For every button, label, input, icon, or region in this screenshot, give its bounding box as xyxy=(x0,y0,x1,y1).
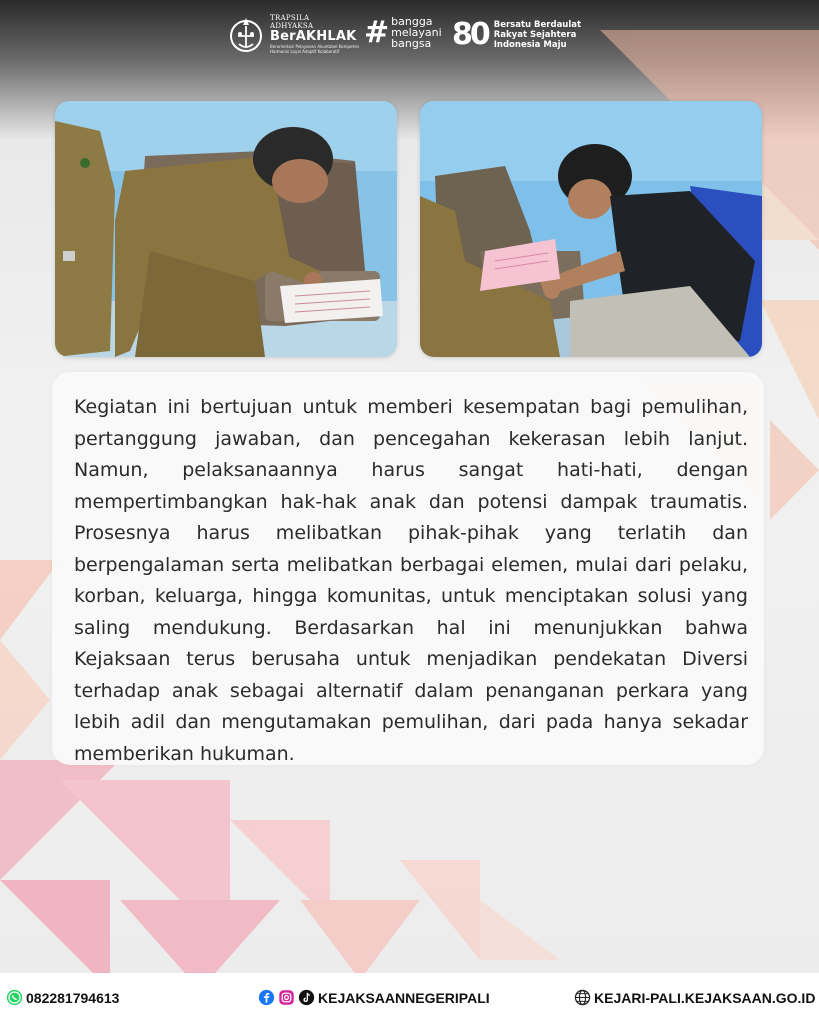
hashtag-symbol: # xyxy=(364,14,390,50)
footer-social[interactable] xyxy=(258,989,490,1006)
berakhlak-brand: BerAKHLAK xyxy=(270,29,357,44)
description-paragraph: Kegiatan ini bertujuan untuk memberi kesempatan bagi pemulihan, pertanggung jawaban, dan pencegahan kekerasan lebih lanjut. Namun, pelaksanaannya harus sangat hati-hati, dengan mempertimbangkan hak-hak anak dan potensi dampak traumatis. Prosesnya harus melibatkan pihak-pihak yang terlatih dan berpengalaman serta melibatkan berbagai elemen, mulai dari pelaku, korban, keluarga, hingga komunitas, untuk menciptakan solusi yang saling mendukung. Berdasarkan hal ini menunjukkan bahwa Kejaksaan terus berusaha untuk menjadikan pendekatan Diversi terhadap anak sebagai alternatif dalam penanganan perkara yang lebih adil dan mengutamakan pemulihan, dari pada hanya sekadar memberikan hukuman. xyxy=(74,396,748,765)
description-card xyxy=(52,372,764,765)
berakhlak-logo xyxy=(226,12,359,56)
whatsapp-icon xyxy=(6,989,23,1006)
adhyaksa-label: ADHYAKSA xyxy=(270,22,314,30)
photo-man-signing xyxy=(420,101,762,357)
hut-ri-80-logo xyxy=(452,17,582,52)
anniversary-line-2: Rakyat Sejahtera xyxy=(493,30,577,40)
berakhlak-tagline-2: Harmonis Loyal Adaptif Kolaboratif xyxy=(270,49,340,54)
bangga-melayani-logo xyxy=(364,16,442,49)
header-logos xyxy=(0,12,819,72)
footer-bar xyxy=(0,973,819,1024)
tiktok-icon[interactable] xyxy=(298,989,315,1006)
social-handle: KEJAKSAANNEGERIPALI xyxy=(318,989,490,1006)
globe-icon xyxy=(574,989,591,1006)
berakhlak-tagline-1: Berorientasi Pelayanan Akuntabel Kompeten xyxy=(270,44,360,49)
photo-officer-signing xyxy=(55,101,397,357)
phone-number: 082281794613 xyxy=(26,989,120,1006)
bangga-line-1: bangga xyxy=(391,15,433,28)
bangga-line-3: bangsa xyxy=(391,37,432,50)
footer-phone[interactable] xyxy=(6,989,119,1006)
anniversary-number: 80 xyxy=(452,17,488,52)
bangga-line-2: melayani xyxy=(391,26,442,39)
instagram-icon[interactable] xyxy=(278,989,295,1006)
photo-man-signing-image xyxy=(420,101,762,357)
kejaksaan-emblem-icon xyxy=(226,12,266,56)
facebook-icon[interactable] xyxy=(258,989,275,1006)
anniversary-line-1: Bersatu Berdaulat xyxy=(493,20,582,30)
anniversary-line-3: Indonesia Maju xyxy=(493,40,567,50)
trapsila-label: TRAPSILA xyxy=(270,14,310,22)
footer-website[interactable] xyxy=(574,989,815,1006)
photo-officer-signing-image xyxy=(55,101,397,357)
website-url: KEJARI-PALI.KEJAKSAAN.GO.ID xyxy=(594,989,816,1006)
